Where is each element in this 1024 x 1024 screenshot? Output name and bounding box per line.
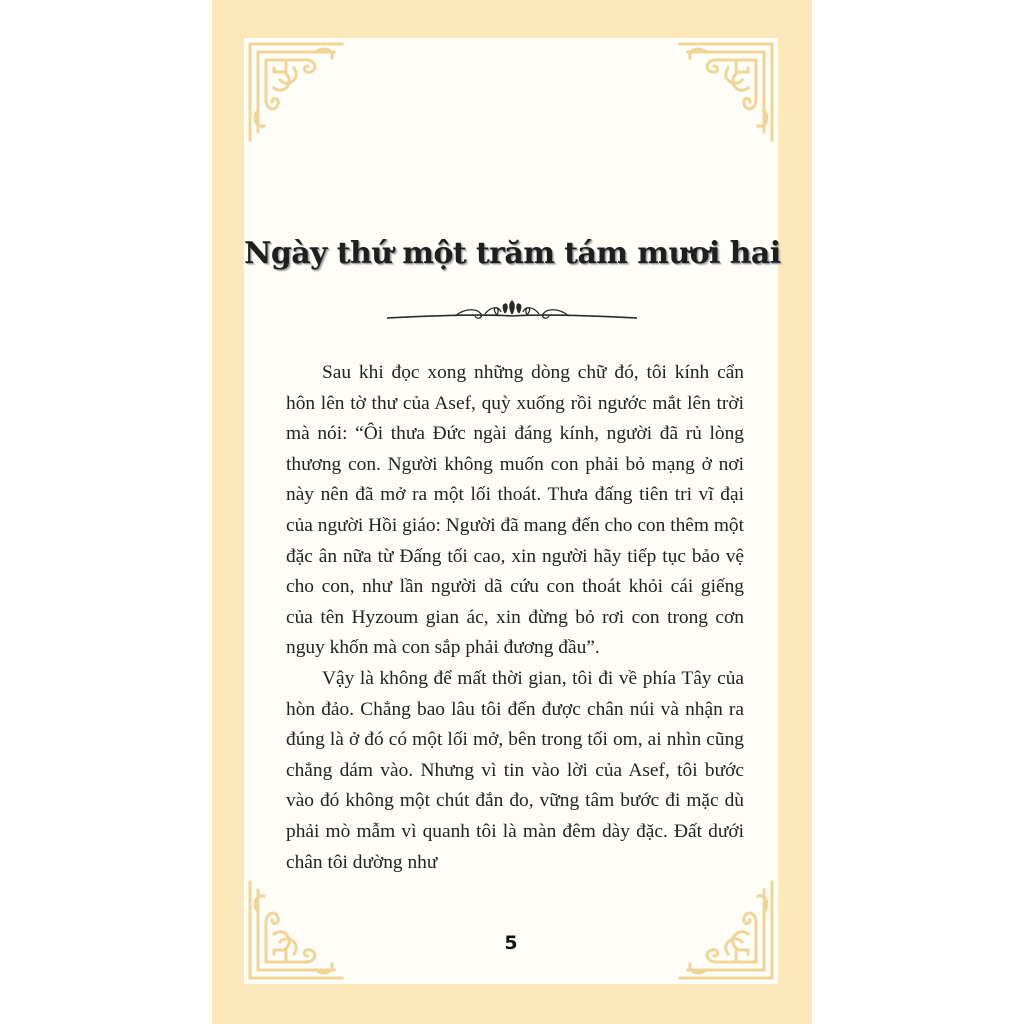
page-number: 5	[504, 932, 518, 954]
chapter-body	[286, 358, 744, 878]
corner-ornament-icon	[246, 878, 346, 982]
flourish-divider-icon	[385, 298, 639, 324]
paragraph: Vậy là không để mất thời gian, tôi đi về phía Tây của hòn đảo. Chẳng bao lâu tôi đến được chân núi và nhận ra đúng là ở đó có một lối mở, bên trong tối om, ai nhìn cũng chẳng dám vào. Nhưng vì tin vào lời của Asef, tôi bước vào đó không một chút đắn đo, vững tâm bước đi mặc dù phải mò mẫm vì quanh tôi là màn đêm dày đặc. Đất dưới chân tôi dường như	[286, 667, 744, 873]
corner-ornament-icon	[676, 878, 776, 982]
corner-ornament-icon	[676, 40, 776, 144]
paragraph: Sau khi đọc xong những dòng chữ đó, tôi kính cẩn hôn lên tờ thư của Asef, quỳ xuống rồi ngước mắt lên trời mà nói: “Ôi thưa Đức ngài đáng kính, người đã rủ lòng thương con. Người không muốn con phải bỏ mạng ở nơi này nên đã mở ra một lối thoát. Thưa đấng tiên tri vĩ đại của người Hồi giáo: Người đã mang đến cho con thêm một đặc ân nữa từ Đấng tối cao, xin người hãy tiếp tục bảo vệ cho con, như lần người dã cứu con thoát khỏi cái giếng của tên Hyzoum gian ác, xin đừng bỏ rơi con trong cơn nguy khốn mà con sắp phải đương đầu”.	[286, 362, 744, 659]
corner-ornament-icon	[246, 40, 346, 144]
chapter-title: Ngày thứ một trăm tám mươi hai	[244, 236, 781, 271]
